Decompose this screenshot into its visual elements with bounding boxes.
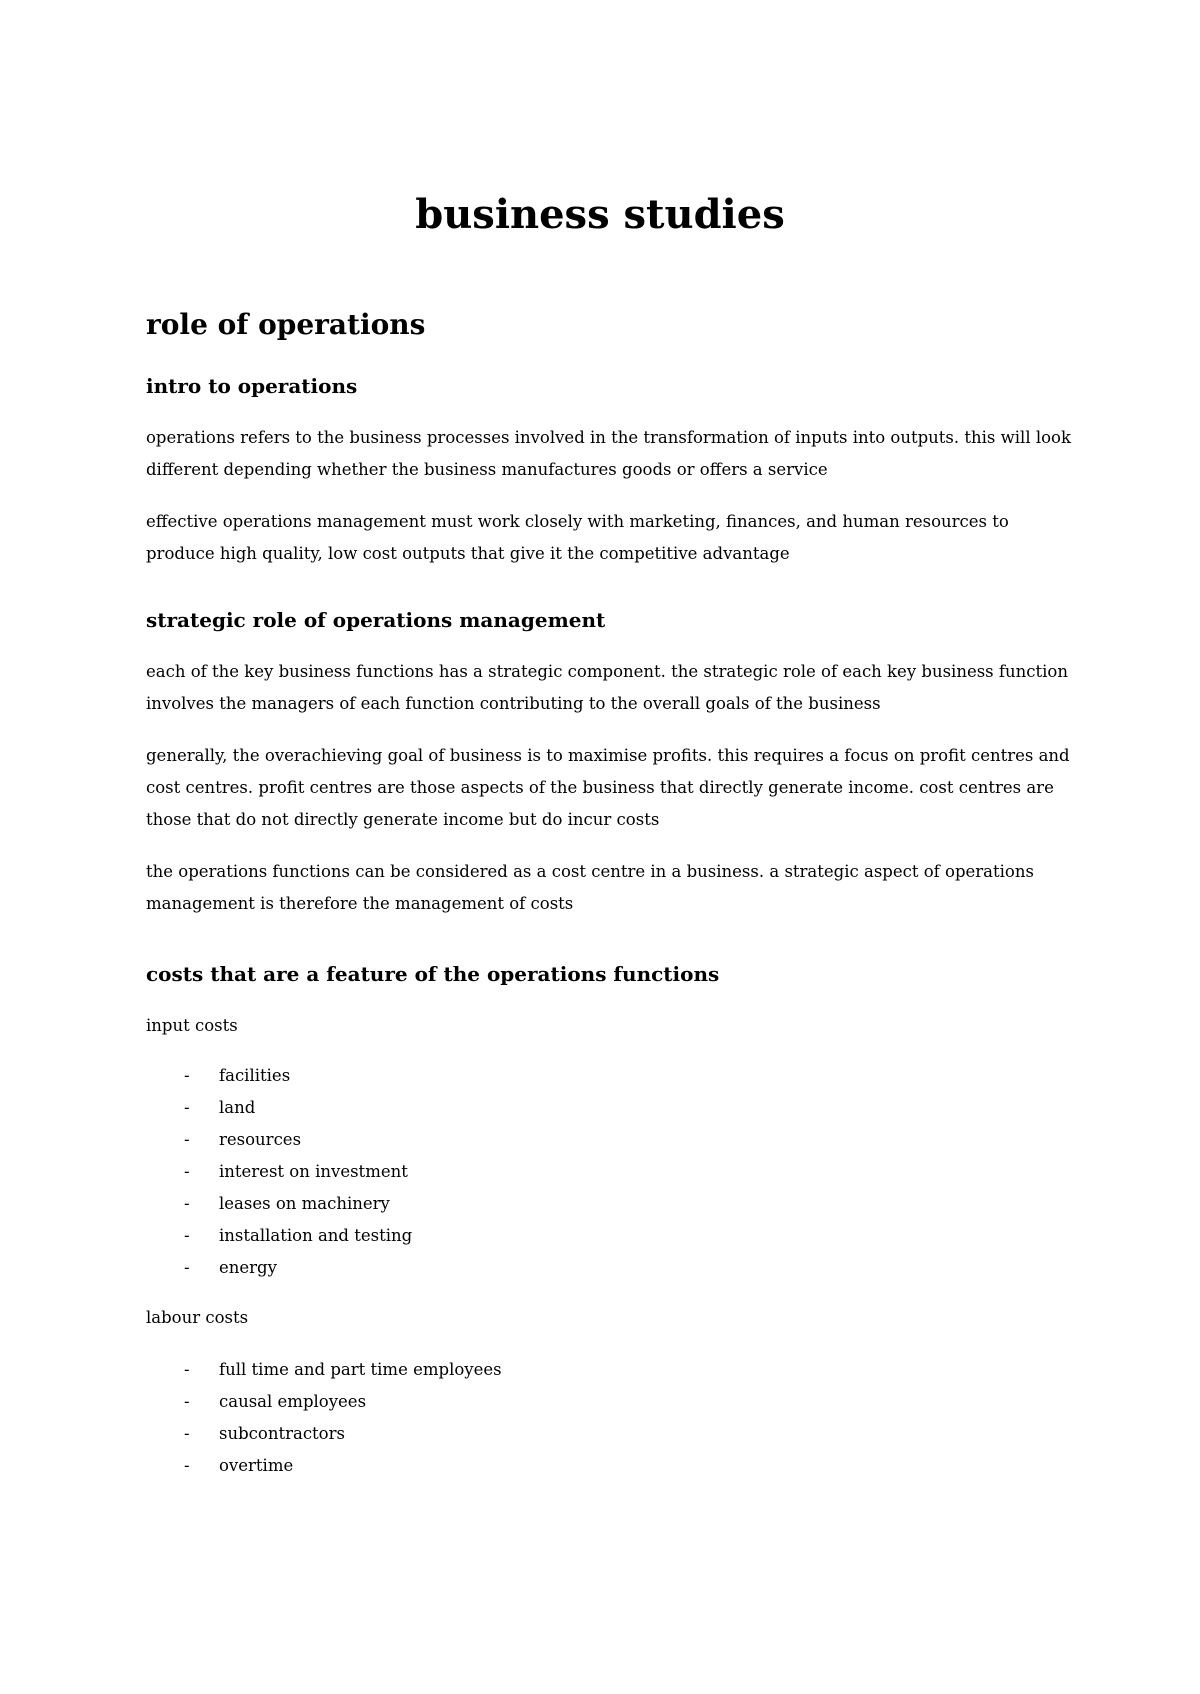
input-costs-list [146,1060,1076,1284]
labour-costs-label: labour costs [146,1308,249,1327]
labour-costs-list [146,1354,1076,1482]
list-item: - subcontractors [146,1418,1076,1450]
list-item: - land [146,1092,1076,1124]
list-item: - installation and testing [146,1220,1076,1252]
list-item: - full time and part time employees [146,1354,1076,1386]
list-item: - interest on investment [146,1156,1076,1188]
subsection-heading-intro: intro to operations [146,374,358,398]
paragraph: each of the key business functions has a strategic component. the strategic role of each key business function involves the managers of each function contributing to the overall goals of the business [146,662,1068,713]
subsection-heading-strategic-role: strategic role of operations management [146,608,606,632]
list-item: - facilities [146,1060,1076,1092]
document-title: business studies [415,191,785,238]
list-item: - leases on machinery [146,1188,1076,1220]
input-costs-label: input costs [146,1016,238,1035]
list-item: - overtime [146,1450,1076,1482]
list-item: - energy [146,1252,1076,1284]
paragraph: operations refers to the business processes involved in the transformation of inputs into outputs. this will look different depending whether the business manufactures goods or offers a service [146,428,1071,479]
paragraph: generally, the overachieving goal of business is to maximise profits. this requires a focus on profit centres and cost centres. profit centres are those aspects of the business that directly generate income. cost centres are those that do not directly generate income but do incur costs [146,746,1070,829]
subsection-heading-costs: costs that are a feature of the operations functions [146,962,720,986]
document-body [146,300,1076,1482]
list-item: - resources [146,1124,1076,1156]
paragraph: effective operations management must work closely with marketing, finances, and human resources to produce high quality, low cost outputs that give it the competitive advantage [146,512,1009,563]
list-item: - causal employees [146,1386,1076,1418]
paragraph: the operations functions can be considered as a cost centre in a business. a strategic aspect of operations management is therefore the management of costs [146,862,1034,913]
section-title: role of operations [146,308,426,341]
